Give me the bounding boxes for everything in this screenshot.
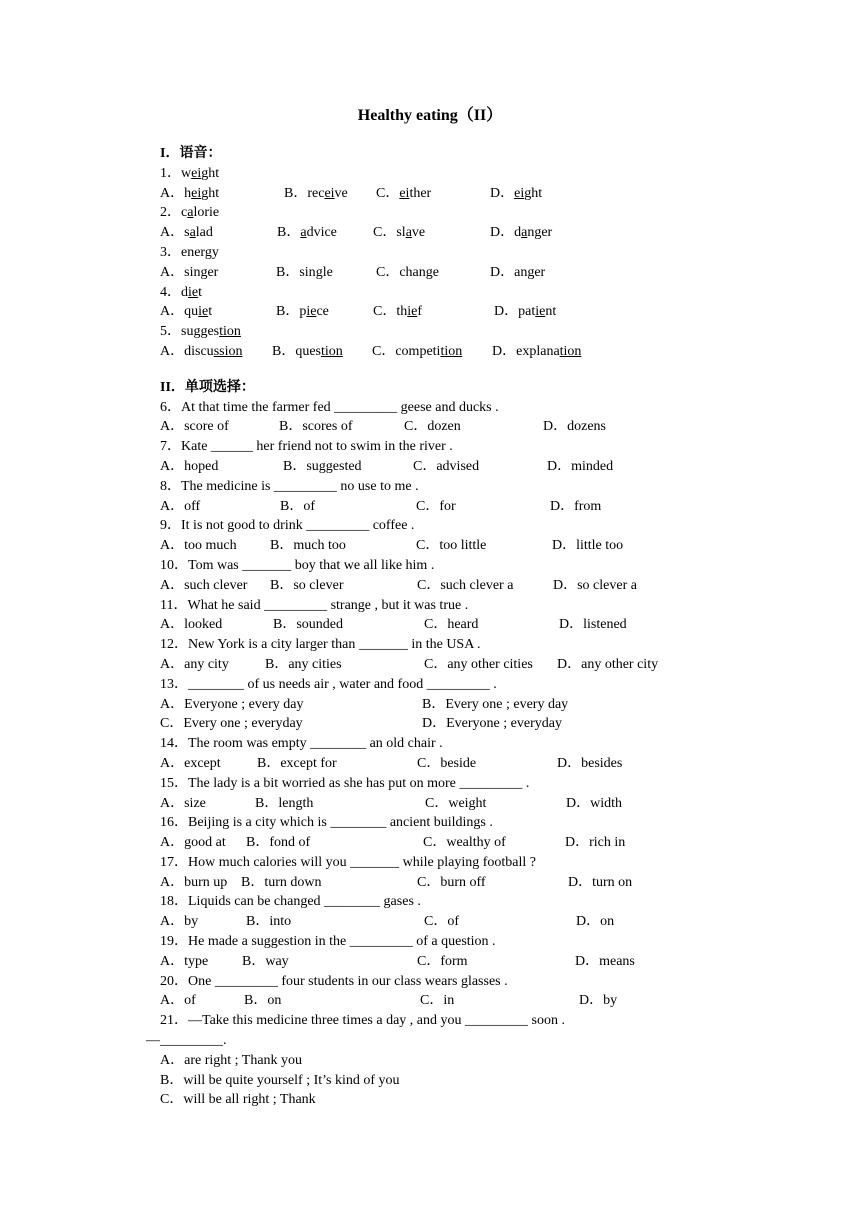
phonetic-options: [160, 223, 780, 243]
option-b: B．Every one ; every day: [422, 696, 569, 712]
option-c: C．weight: [425, 795, 487, 811]
option-a: A．by: [160, 914, 199, 930]
option-b: B．much too: [270, 538, 346, 554]
option-label: C．: [373, 304, 397, 320]
option-a: A．Everyone ; every day: [160, 696, 304, 712]
option-label: D．: [490, 225, 515, 241]
question-text: 10．Tom was _______ boy that we all like him .: [160, 557, 435, 573]
option-label: B．: [276, 264, 300, 280]
question-stem: [160, 596, 780, 616]
option-word-underlined: ssion: [213, 343, 243, 359]
question-stem: [160, 556, 780, 576]
question-text: 12．New York is a city larger than _______ in the USA .: [160, 637, 481, 653]
option-a: [160, 263, 218, 283]
option-a: [160, 223, 213, 243]
question-stem: [160, 972, 780, 992]
phonetic-question: [160, 203, 780, 223]
option-word-underlined: ie: [306, 304, 317, 320]
option-b: B．will be quite yourself ; It’s kind of you: [160, 1072, 400, 1088]
question-word-pre: d: [181, 284, 188, 300]
option-d: D．dozens: [543, 419, 606, 435]
option-d: D．listened: [559, 617, 627, 633]
question-stem: [160, 1011, 780, 1031]
option-word-post: nt: [545, 304, 557, 320]
option-a: A．score of: [160, 419, 229, 435]
option-label: C．: [376, 264, 400, 280]
option-word-pre: discu: [184, 343, 214, 359]
option-label: D．: [492, 343, 517, 359]
option-label: B．: [276, 304, 300, 320]
option-d: [494, 302, 556, 322]
phonetic-options: [160, 263, 780, 283]
question-word-pre: ener: [181, 244, 205, 260]
option-word-pre: chan: [399, 264, 426, 280]
question-text: 20．One _________ four students in our class wears glasses .: [160, 973, 508, 989]
question-options: [160, 695, 780, 715]
question-stem: [160, 892, 780, 912]
question-word-post: t: [198, 284, 202, 300]
question-number: 5．: [160, 324, 181, 340]
question-options: [160, 457, 780, 477]
option-c: C．advised: [413, 458, 480, 474]
phonetic-options: [160, 184, 780, 204]
question-word-underlined: g: [204, 244, 212, 260]
option-a: [160, 184, 219, 204]
option-c: C．wealthy of: [423, 835, 506, 851]
option-b: [276, 302, 329, 322]
option-b: [276, 263, 333, 283]
option-word-post: dvice: [306, 225, 337, 241]
option-b: B．way: [242, 953, 289, 969]
option-word-pre: an: [514, 264, 528, 280]
question-word-underlined: ei: [191, 165, 202, 181]
option-b: B．into: [246, 914, 292, 930]
question-text: 19．He made a suggestion in the _________ of a question .: [160, 934, 496, 950]
option-d: D．besides: [557, 755, 623, 771]
question-number: 2．: [160, 205, 181, 221]
question-stem: [160, 675, 780, 695]
phonetic-question: [160, 164, 780, 184]
option-c: C．burn off: [417, 874, 486, 890]
option-d: D．minded: [547, 458, 614, 474]
option-label: A．: [160, 185, 185, 201]
option-b: [284, 184, 348, 204]
question-text: 15．The lady is a bit worried as she has put on more _________ .: [160, 775, 530, 791]
option-b: B．sounded: [273, 617, 343, 633]
option-word-underlined: tion: [440, 343, 463, 359]
option-word-post: er: [207, 264, 219, 280]
option-a: A．such clever: [160, 577, 248, 593]
question-stem: [160, 635, 780, 655]
question-word-pre: w: [181, 165, 192, 181]
option-a: A．looked: [160, 617, 223, 633]
question-text: 8．The medicine is _________ no use to me .: [160, 478, 419, 494]
section-heading: [160, 378, 780, 398]
option-word-post: t: [208, 304, 213, 320]
option-word-pre: sin: [299, 264, 316, 280]
question-word-underlined: tion: [219, 324, 241, 340]
question-word-post: y: [211, 244, 219, 260]
option-word-pre: explana: [516, 343, 560, 359]
question-stem: [160, 853, 780, 873]
option-a: A．good at: [160, 835, 226, 851]
option-a: A．hoped: [160, 458, 219, 474]
option-d: D．so clever a: [553, 577, 637, 593]
option-d: [490, 263, 545, 283]
section-gap: [160, 362, 780, 378]
option-word-underlined: ei: [399, 185, 410, 201]
option-c: [373, 223, 425, 243]
option-word-post: lad: [195, 225, 213, 241]
option-word-underlined: ei: [514, 185, 525, 201]
option-word-underlined: ei: [191, 185, 202, 201]
section-heading-text: I．语音：: [160, 146, 222, 161]
option-word-post: e: [432, 264, 439, 280]
option-word-pre: d: [514, 225, 522, 241]
option-d: D．by: [579, 993, 618, 1009]
option-word-post: ve: [334, 185, 348, 201]
question-options: [160, 952, 780, 972]
question-options: [160, 417, 780, 437]
option-c: C．form: [417, 953, 468, 969]
option-c: C．beside: [417, 755, 477, 771]
phonetic-options: [160, 342, 780, 362]
option-a: A．off: [160, 498, 201, 514]
document-body: [146, 144, 780, 1110]
question-text: 21．—Take this medicine three times a day , and you _________ soon .: [160, 1013, 565, 1029]
option-a: A．except: [160, 755, 221, 771]
question-text: 18．Liquids can be changed ________ gases .: [160, 894, 421, 910]
question-word-pre: c: [181, 205, 188, 221]
option-word-pre: qu: [184, 304, 199, 320]
question-options: [160, 576, 780, 596]
question-options: [160, 655, 780, 675]
option-word-pre: th: [396, 304, 408, 320]
option-d: [492, 342, 581, 362]
option-b: B．suggested: [283, 458, 362, 474]
question-options: [160, 1051, 780, 1071]
question-stem-reply: [146, 1031, 780, 1051]
option-d: D．little too: [552, 538, 624, 554]
option-word-underlined: g: [200, 264, 208, 280]
option-label: B．: [272, 343, 296, 359]
option-a: A．type: [160, 953, 209, 969]
question-text: 7．Kate ______ her friend not to swim in the river .: [160, 439, 453, 455]
option-c: [373, 302, 422, 322]
option-a: A．any city: [160, 656, 229, 672]
question-options: [160, 833, 780, 853]
option-label: A．: [160, 343, 185, 359]
option-word-pre: pat: [518, 304, 536, 320]
option-b: B．except for: [257, 755, 337, 771]
option-word-underlined: g: [315, 264, 323, 280]
option-word-post: ther: [409, 185, 432, 201]
option-d: [490, 223, 552, 243]
option-b: B．any cities: [265, 656, 342, 672]
option-c: [372, 342, 462, 362]
question-text: 11．What he said _________ strange , but it was true .: [160, 597, 469, 613]
option-c: [376, 184, 431, 204]
question-number: 1．: [160, 165, 181, 181]
question-options: [160, 912, 780, 932]
option-label: B．: [284, 185, 308, 201]
phonetic-question: [160, 243, 780, 263]
option-word-underlined: ei: [324, 185, 335, 201]
option-a: [160, 302, 212, 322]
option-a: A．too much: [160, 538, 237, 554]
option-word-underlined: a: [521, 225, 528, 241]
question-number: 3．: [160, 244, 181, 260]
option-c: C．Every one ; everyday: [160, 716, 303, 732]
question-stem: [160, 437, 780, 457]
question-stem: [160, 813, 780, 833]
question-stem: [160, 516, 780, 536]
question-word-post: ght: [201, 165, 220, 181]
option-word-post: nger: [527, 225, 553, 241]
question-text: 13．________ of us needs air , water and food _________ .: [160, 676, 497, 692]
section-heading-text: II．单项选择：: [160, 379, 255, 395]
option-a: [160, 342, 242, 362]
option-word-post: ve: [411, 225, 426, 241]
question-stem: [160, 734, 780, 754]
option-word-pre: competi: [395, 343, 441, 359]
option-d: D．width: [566, 795, 622, 811]
option-label: D．: [490, 264, 515, 280]
option-word-underlined: ie: [407, 304, 418, 320]
question-options: [160, 873, 780, 893]
question-reply: —_________.: [146, 1033, 227, 1049]
option-d: D．Everyone ; everyday: [422, 716, 562, 732]
option-c: C．dozen: [404, 419, 461, 435]
option-label: A．: [160, 225, 185, 241]
option-word-post: f: [417, 304, 423, 320]
question-options: [160, 991, 780, 1011]
option-word-pre: p: [299, 304, 307, 320]
option-d: D．on: [576, 914, 615, 930]
option-word-underlined: tion: [321, 343, 343, 359]
option-b: B．so clever: [270, 577, 344, 593]
question-options: [160, 714, 780, 734]
option-b: [277, 223, 337, 243]
option-label: D．: [494, 304, 519, 320]
option-word-pre: sin: [184, 264, 201, 280]
option-c: C．will be all right ; Thank: [160, 1092, 316, 1108]
option-label: B．: [277, 225, 301, 241]
option-word-post: ght: [524, 185, 543, 201]
option-b: [272, 342, 343, 362]
option-label: C．: [373, 225, 397, 241]
option-c: C．any other cities: [424, 656, 533, 672]
option-word-underlined: a: [189, 225, 196, 241]
option-word-pre: ques: [295, 343, 322, 359]
phonetic-question: [160, 322, 780, 342]
question-options: [160, 754, 780, 774]
question-text: 16．Beijing is a city which is ________ ancient buildings .: [160, 815, 493, 831]
option-word-post: le: [322, 264, 333, 280]
question-stem: [160, 477, 780, 497]
page-title: Healthy eating（II）: [357, 107, 503, 124]
option-d: D．from: [550, 498, 602, 514]
question-options: [160, 794, 780, 814]
option-word-pre: h: [184, 185, 192, 201]
option-word-underlined: a: [405, 225, 412, 241]
option-c: C．too little: [416, 538, 487, 554]
question-options: [160, 1090, 780, 1110]
option-c: C．in: [420, 993, 455, 1009]
option-word-post: ce: [316, 304, 329, 320]
option-a: A．size: [160, 795, 206, 811]
option-word-underlined: ie: [198, 304, 209, 320]
option-d: D．any other city: [557, 656, 659, 672]
option-word-underlined: tion: [559, 343, 582, 359]
question-stem: [160, 398, 780, 418]
option-word-post: er: [534, 264, 546, 280]
option-c: C．heard: [424, 617, 479, 633]
option-c: [376, 263, 439, 283]
question-word-pre: sugges: [181, 324, 220, 340]
option-a: A．burn up: [160, 874, 228, 890]
option-word-pre: sl: [396, 225, 406, 241]
question-stem: [160, 774, 780, 794]
option-d: D．turn on: [568, 874, 633, 890]
question-options: [160, 1071, 780, 1091]
question-word-post: lorie: [193, 205, 220, 221]
option-a: A．are right ; Thank you: [160, 1052, 303, 1068]
question-text: 6．At that time the farmer fed _________ geese and ducks .: [160, 399, 499, 415]
option-word-underlined: g: [425, 264, 433, 280]
option-a: A．of: [160, 993, 196, 1009]
phonetic-question: [160, 283, 780, 303]
option-word-pre: rec: [307, 185, 325, 201]
option-b: B．length: [255, 795, 314, 811]
option-b: B．scores of: [279, 419, 353, 435]
option-word-underlined: a: [300, 225, 307, 241]
option-d: D．means: [575, 953, 635, 969]
question-options: [160, 497, 780, 517]
option-label: C．: [372, 343, 396, 359]
option-d: [490, 184, 542, 204]
option-b: B．of: [280, 498, 315, 514]
option-word-underlined: ie: [535, 304, 546, 320]
option-c: C．such clever a: [417, 577, 514, 593]
question-options: [160, 615, 780, 635]
question-number: 4．: [160, 284, 181, 300]
question-text: 17．How much calories will you _______ while playing football ?: [160, 854, 536, 870]
question-word-underlined: ie: [188, 284, 199, 300]
option-word-pre: s: [184, 225, 190, 241]
option-label: A．: [160, 264, 185, 280]
option-word-underlined: g: [527, 264, 535, 280]
option-c: C．of: [424, 914, 459, 930]
option-b: B．turn down: [241, 874, 322, 890]
option-b: B．on: [244, 993, 282, 1009]
option-b: B．fond of: [246, 835, 311, 851]
question-text: 9．It is not good to drink _________ coffee .: [160, 518, 415, 534]
section-heading: [160, 144, 780, 164]
question-options: [160, 536, 780, 556]
option-d: D．rich in: [565, 835, 626, 851]
question-word-underlined: a: [187, 205, 194, 221]
question-stem: [160, 932, 780, 952]
option-c: C．for: [416, 498, 456, 514]
phonetic-options: [160, 302, 780, 322]
question-text: 14．The room was empty ________ an old chair .: [160, 736, 443, 752]
option-label: A．: [160, 304, 185, 320]
option-label: D．: [490, 185, 515, 201]
option-label: C．: [376, 185, 400, 201]
option-word-post: ght: [201, 185, 220, 201]
